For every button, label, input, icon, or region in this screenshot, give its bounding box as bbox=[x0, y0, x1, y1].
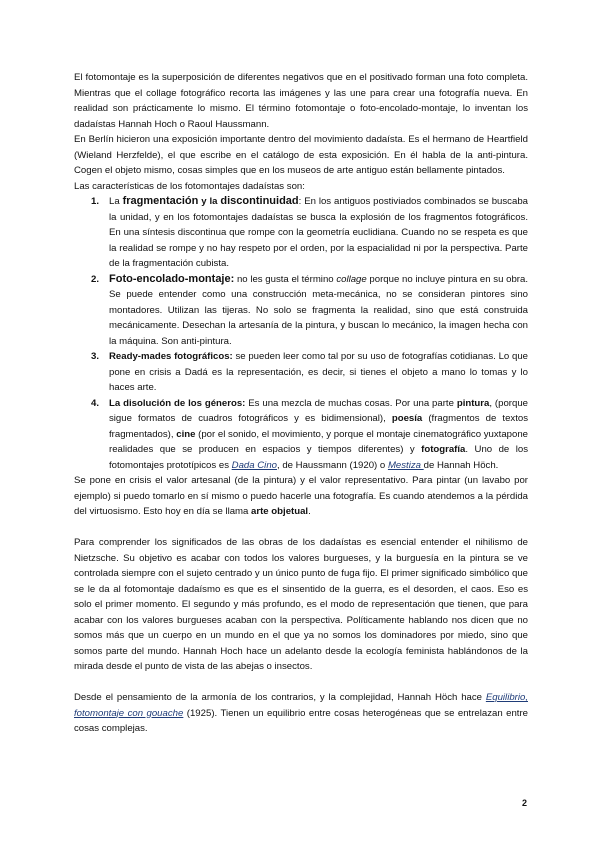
term-discontinuidad: discontinuidad bbox=[220, 195, 299, 207]
list-item-text: , (porque sigue formatos de cuadros fotográficos y es bidimensional), bbox=[109, 397, 528, 424]
term-disolucion-generos: La disolución de los géneros: bbox=[109, 397, 246, 409]
list-number: 4. bbox=[91, 397, 100, 409]
paragraph-berlin-exhibition: En Berlín hicieron una exposición importante dentro del movimiento dadaísta. Es el hermano de Heartfield (Wieland Herzfelde), el que escribe en el catálogo de esta exposición. En él habla de la anti-pintura. Cogen el objeto mismo, cosas simples que en los museos de arte antiguo están bellamente pintados. bbox=[74, 134, 528, 176]
list-item-text: se pueden leer como tal por su uso de fotografías cotidianas. Lo que pone en crisis a Dadá es la representación, es decir, si tienes el objeto a mano lo tomas y lo haces arte. bbox=[109, 351, 528, 393]
paragraph-text: Desde el pensamiento de la armonía de los contrarios, y la complejidad, Hannah Höch hace bbox=[74, 692, 486, 703]
list-item-text: . Uno de los fotomontajes prototípicos es bbox=[109, 444, 528, 471]
list-number: 3. bbox=[91, 351, 100, 362]
term-fotografia: fotografía bbox=[421, 444, 466, 455]
paragraph-equilibrio bbox=[74, 690, 528, 737]
list-item-disolucion bbox=[91, 396, 528, 474]
list-item-text: (por el sonido, el movimiento, y porque el montaje cinematográfico yuxtapone realidades que se producen en espacios y tiempos diferentes) y bbox=[109, 428, 528, 455]
paragraph-characteristics-intro: Las características de los fotomontajes dadaístas son: bbox=[74, 180, 305, 192]
list-item-text: (fragmentos de textos fragmentados), bbox=[109, 413, 528, 440]
term-cine: cine bbox=[176, 428, 196, 440]
document-page bbox=[74, 70, 528, 737]
characteristics-list bbox=[74, 194, 528, 473]
paragraph-spacer bbox=[74, 675, 528, 691]
term-pintura: pintura bbox=[456, 397, 490, 409]
term-foto-encolado-montaje: Foto-encolado-montaje: bbox=[109, 272, 235, 285]
list-item-text: porque no incluye pintura en su obra. Se puede entender como una construcción meta-mecánica, no se consideran pintores sino montadores. Utilizan las tijeras. No solo se fragmenta la realidad, sino que está construida mecánicamente. Desechan la artesanía de la pintura, y buscan lo mecánico, la imagen hecha con la máquina. Son anti-pintura. bbox=[109, 273, 528, 347]
link-mestiza[interactable]: Mestiza bbox=[387, 459, 424, 471]
paragraph-spacer bbox=[74, 520, 528, 536]
paragraph-fotomontaje-definition: El fotomontaje es la superposición de diferentes negativos que en el positivado forman una foto completa. Mientras que el collage fotográfico recorta las imágenes y las une para crear una fotografía nueva. En realidad son prácticamente lo mismo. El término fotomontaje o foto-encolado-montaje, lo inventan los dadaístas Hannah Hoch o Raoul Haussmann. bbox=[74, 72, 528, 130]
link-dada-cino[interactable]: Dada Cino bbox=[231, 459, 277, 471]
list-item-ready-mades bbox=[91, 349, 528, 396]
paragraph-text: Se pone en crisis el valor artesanal (de la pintura) y el valor representativo. Para pintar (un lavabo por ejemplo) si puedo tomarlo en sí mismo o puedo hacerle una fotografía. Es cuando atendemos a la pérdida del virtuosismo. Esto hoy en día se llama bbox=[74, 475, 528, 517]
list-item-text: no les gusta el término bbox=[234, 273, 337, 285]
term-collage: collage bbox=[336, 273, 367, 285]
paragraph-end: (1925). Tienen un equilibrio entre cosas heterogéneas que se entrelazan entre cosas complejas. bbox=[74, 707, 528, 734]
term-connector: y la bbox=[198, 196, 221, 207]
list-item-fragmentacion bbox=[91, 194, 528, 272]
paragraph-nihilismo: Para comprender los significados de las obras de los dadaístas es esencial entender el nihilismo de Nietzsche. Su objetivo es acabar con todos los valores burgueses, y la burguesía en la pintura se ve controlada siempre con el sujeto centrado y un único punto de fuga fijo. El primer significado simbólico que se le da al fotomontaje dadaísmo es que es el sinsentido de la guerra, es el desorden, el caos. Eso es solo el primer momento. El segundo y más profundo, es el modo de representación que tienen, que para acabar con los valores burgueses acaban con la perspectiva. Políticamente hablando nos dicen que no somos más que un cuerpo en un mundo en el que ya no somos los dominadores por miedo, sino que somos parte del mundo. Hannah Hoch hace un adelanto desde la ecología feminista hablándonos de la mirada desde el punto de vista de las abejas o insectos. bbox=[74, 537, 528, 672]
term-ready-mades: Ready-mades fotográficos: bbox=[109, 351, 233, 362]
link-equilibrio[interactable]: Equilibrio, fotomontaje con gouache bbox=[74, 692, 528, 719]
term-arte-objetual: arte objetual bbox=[251, 506, 309, 517]
paragraph-end: . bbox=[308, 506, 311, 517]
list-item-foto-encolado bbox=[91, 272, 528, 350]
list-number: 2. bbox=[91, 273, 100, 285]
list-item-text: , de Haussmann (1920) o bbox=[277, 459, 388, 471]
list-item-text: : En los antiguos postiviados combinados se buscaba la unidad, y en los fotomontajes dadaístas se busca la explosión de los fragmentos fotográficos. En una síntesis discontinua que rompe con la geometría euclidiana. Cuando no se respeta es que la realidad se rompe y no hay respeto por el orden, por la espacialidad ni por la perspectiva. Parte de la fragmentación cubista. bbox=[109, 196, 528, 269]
paragraph-arte-objetual bbox=[74, 473, 528, 520]
page-number: 2 bbox=[522, 798, 528, 808]
term-poesia: poesía bbox=[391, 413, 423, 424]
list-number: 1. bbox=[91, 196, 100, 207]
list-item-text: Es una mezcla de muchas cosas. Por una parte bbox=[245, 397, 457, 409]
term-fragmentacion: fragmentación bbox=[122, 195, 199, 207]
list-item-text: de Hannah Höch. bbox=[423, 459, 499, 471]
list-item-prefix: La bbox=[109, 196, 123, 207]
